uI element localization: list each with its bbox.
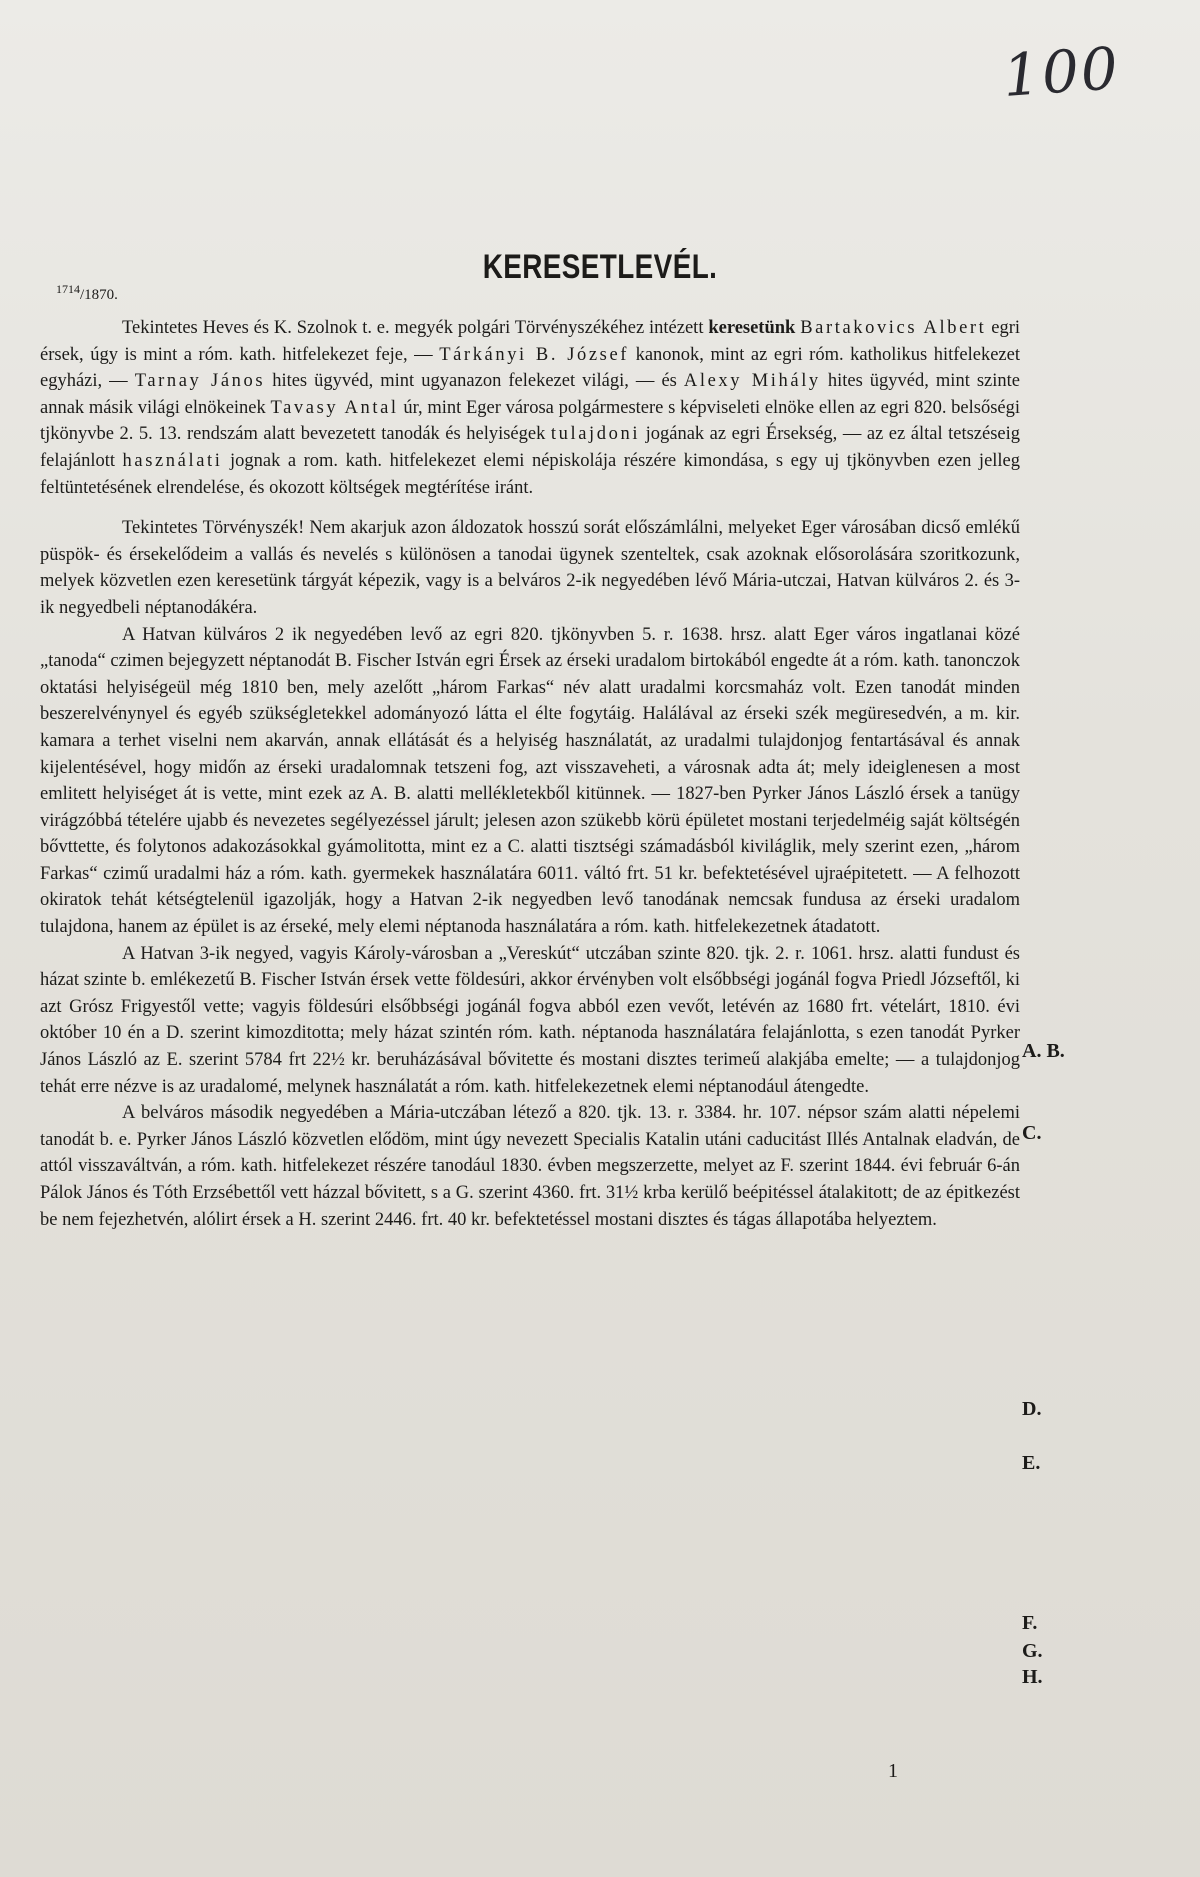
- intro-text-l: úr, mint Eger városa polgármestere s képviseleti elnöke ellen az egri 820. belsőségi tjkönyvbe 2. 5. 13. rendszám alatt bevezetett tanodák és helyiségek: [40, 397, 1021, 445]
- paragraph-hatvan-3: A Hatvan 3-ik negyed, vagyis Károly-városban a „Vereskút“ utczában szinte 820. tjk. 2. r. 1061. hrsz. alatti fundust és házat szinte b. emlékezetű B. Fischer István érsek vette földesúri, akkor érvényben volt elsőbbségi jogánál fogva Priedl Józseftől, ki azt Grósz Frigyestől vette; vagyis földesúri elsőbbségi jogánál fogva abból ezen vevőt, letévén az 1680 frt. vételárt, 1810. évi október 10 én a D. szerint kimozditotta; mely házat szintén róm. kath. néptanoda használatára felajánlotta, s ezen tanodát Pyrker János László az E. szerint 5784 frt 22½ kr. beruházásával bővitette és mostani disztes terimeű alakjába emelte; — a tulajdonjog tehát erre nézve is az uradalomé, melynek használatát a róm. kath. hitfelekezetnek elemi néptanodául átengedte.: [40, 943, 1020, 1097]
- emphasis-tulajdoni: tulajdoni: [550, 424, 641, 445]
- person-name-bartakovics: Bartakovics Albert: [800, 318, 987, 338]
- margin-note-g: G.: [1022, 1640, 1043, 1662]
- intro-text-n: jogának az egri Érsekség, — az ez által tetszéseig felajánlott: [40, 424, 1021, 471]
- intro-text-f: kanonok, mint az egri róm. katholikus hitfelekezet egyházi, —: [40, 344, 1020, 392]
- margin-note-ab: A. B.: [1022, 1040, 1065, 1062]
- intro-text-p: jognak a rom. kath. hitfelekezet elemi népiskolája részére kimondása, s egy uj tjkönyvben ezen jelleg feltüntetésének elrendelése, és okozott költségek megtérítése iránt.: [40, 450, 1021, 498]
- document-number-year: 1870.: [84, 287, 118, 303]
- document-body: [40, 315, 1020, 1233]
- person-name-alexy: Alexy Mihály: [683, 371, 821, 392]
- paragraph-belvaros: A belváros második negyedében a Mária-utczában létező a 820. tjk. 13. r. 3384. hr. 107. népsor szám alatti népelemi tanodát b. e. Pyrker János László közvetlen elődöm, mint úgy nevezett Specialis Katalin utáni caducitást Illés Antalnak eladván, de attól visszaváltván, a róm. kath. hitfelekezet részére tanodául 1830. évben megszerzette, melyet az F. szerint 1844. évi február 6-án Pálok János és Tóth Erzsébettől vett házzal bővitett, s a G. szerint 4360. frt. 31½ krba kerülő beépitéssel átalakitott; de az épitkezést be nem fejezhetvén, alólirt érsek a H. szerint 2446. frt. 40 kr. befektetéssel mostani disztes és tágas állapotába helyeztem.: [40, 1103, 1020, 1230]
- document-number-num: 1714: [56, 282, 80, 296]
- handwritten-page-number: 100: [1001, 34, 1123, 110]
- paragraph-intro: [40, 315, 1020, 501]
- intro-text-j: hites ügyvéd, mint szinte annak másik világi elnökeinek: [40, 371, 1021, 418]
- document-title: KERESETLEVÉL.: [482, 248, 718, 286]
- person-name-tavasy: Tavasy Antal: [270, 397, 399, 418]
- margin-note-f: F.: [1022, 1612, 1038, 1634]
- intro-keyword: keresetünk: [708, 318, 796, 338]
- intro-text-d: egri érsek, úgy is mint a róm. kath. hitfelekezet feje, —: [40, 318, 1021, 365]
- margin-note-e: E.: [1022, 1452, 1041, 1474]
- margin-note-c: C.: [1022, 1122, 1042, 1144]
- paragraph-address: Tekintetes Törvényszék! Nem akarjuk azon áldozatok hosszú sorát előszámlálni, melyeket Eger városában dicső emlékű püspök- és érsekelődeim a vallás és nevelés s különösen a tanodai ügynek szenteltek, csak azoknak elősorolására szoritkozunk, melyek közvetlen ezen keresetünk tárgyát képezik, vagy is a belváros 2-ik negyedében lévő Mária-utczai, Hatvan külváros 2. és 3-ik negyedbeli néptanodákéra.: [40, 518, 1020, 618]
- margin-note-d: D.: [1022, 1398, 1042, 1420]
- document-number: $^{1714}$/1870.: [56, 282, 118, 303]
- person-name-tarkanyi: Tárkányi B. József: [439, 344, 630, 365]
- intro-text-a: Tekintetes Heves és K. Szolnok t. e. megyék polgári Törvényszékéhez intézett: [122, 318, 704, 338]
- paragraph-hatvan-2: A Hatvan külváros 2 ik negyedében levő az egri 820. tjkönyvben 5. r. 1638. hrsz. alatt Eger város ingatlanai közé „tanoda“ czimen bejegyzett néptanodát B. Fischer István egri Érsek az érseki uradalom birtokából engedte át a róm. kath. tanonczok oktatási helyiségeül még 1810 ben, mely azelőtt „három Farkas“ név alatt uradalmi korcsmaház volt. Ezen tanodát minden beszerelvénynyel és egyéb szükségletekkel adományozó látta el élte fogytáig. Halálával az érseki szék megüresedvén, a m. kir. kamara a terhet viselni nem akarván, annak ellátását és a helyiség használatát, az uradalmi tulajdonjog fentartásával és annak kijelentésével, hogy midőn az érseki uradalomnak tetszeni fog, azt visszaveheti, a városnak adta át; mely ideiglenesen a most emlitett helyiséget át is vette, mint ezek az A. B. alatti mellékletekből kitünnek. — 1827-ben Pyrker János László érsek a tanügy virágzóbbá tételére ujabb és nevezetes segélyezéssel járult; jelesen azon szükebb körü épületet mostani terjedelméig saját költségén bővttette, és folytonos adakozásokkal gyámolitotta, mint ez a C. alatti tisztségi számadásból kiviláglik, mely szerint ezen, „három Farkas“ czimű uradalmi ház a róm. kath. gyermekek használatára 6011. váltó frt. 51 kr. befektetésével ujraépitetett. — A felhozott okiratok tehát kétségtelenül igazolják, hogy a Hatvan 2-ik negyedben levő tanodának nemcsak fundusa az érseki uradalom tulajdona, hanem az épület is az érseké, mely elemi néptanoda használatára a róm. kath. hitfelekezetnek átadatott.: [40, 624, 1020, 938]
- person-name-tarnay: Tarnay János: [134, 371, 266, 392]
- page-number: 1: [888, 1760, 898, 1782]
- margin-note-h: H.: [1022, 1666, 1043, 1688]
- emphasis-hasznalati: használati: [122, 450, 223, 471]
- intro-text-h: hites ügyvéd, mint ugyanazon felekezet világi, — és: [272, 371, 677, 392]
